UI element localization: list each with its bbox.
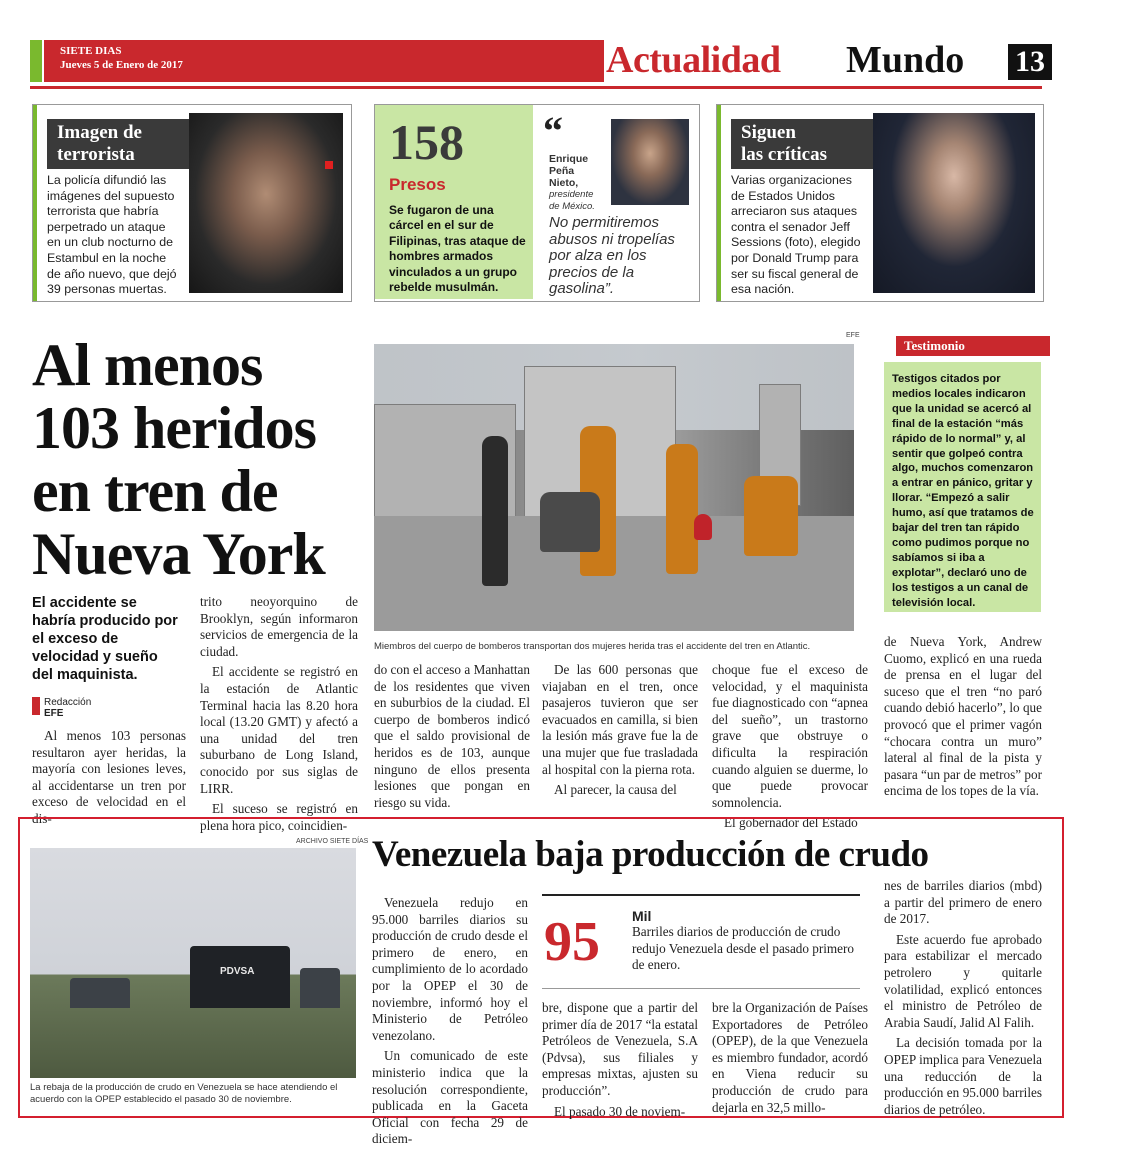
venezuela-col-4: nes de barriles diarios (mbd) a partir del primero de enero de 2017. Este acuerdo fue aprobado para estabilizar el mercado petrolero y quitarle volatilidad, explicó entonces el ministro de Petróleo de Arabia Saudí, Jalid Al Falih. La decisión tomada por la OPEP implica para Venezuela una reducción de la producción en 95.000 barriles diarios de petróleo.	[884, 878, 1042, 1117]
main-photo-caption: Miembros del cuerpo de bomberos transportan dos mujeres herida tras el accidente del tren en Atlantic.	[374, 641, 811, 652]
prisoners-label: Presos	[389, 175, 446, 194]
byline-marker	[32, 697, 40, 715]
venezuela-caption: La rebaja de la producción de crudo en Venezuela se hace atendiendo el acuerdo con la OPEP establecido el pasado 30 de noviembre.	[30, 1082, 338, 1105]
fact-box	[632, 908, 864, 974]
main-headline: Al menos 103 heridos en tren de Nueva York	[32, 332, 325, 587]
pdvsa-logo: PDVSA	[220, 966, 255, 977]
header-green-bar	[30, 40, 42, 82]
main-col-6: de Nueva York, Andrew Cuomo, explicó en una rueda de prensa en el lugar del suceso que el tren “no paró cuando debió hacerlo”, lo que provocó que el primer vagón “chocara contra un muro” lateral al final de la pista y pasara “un par de metros” por encima de los topes de la vía.	[884, 634, 1042, 799]
venezuela-col-2: bre, dispone que a partir del primer día de 2017 “la estatal Petróleos de Venezuela, S.A (Pdvsa), sus filiales y empresas mixtas, ajusten su producción”. El pasado 30 de noviem-	[542, 1000, 698, 1119]
brief-terrorist-text: La policía difundió las imágenes del supuesto terrorista que habría perpetrado un ataque en un club nocturno de Estambul en la noche de año nuevo, que dejó 39 personas muertas.	[47, 173, 177, 297]
main-deck: El accidente se habría producido por el exceso de velocidad y sueño del maquinista.	[32, 595, 178, 683]
main-col-1: Al menos 103 personas resultaron ayer heridas, la mayoría con lesiones leves, al accidentarse un tren por exceso de velocidad en el dis-	[32, 728, 186, 826]
brief-sessions-text: Varias organizaciones de Estados Unidos arreciaron sus ataques contra el senador Jeff Sessions (foto), elegido por Donald Trump para ser su fiscal general de esa nación.	[731, 173, 861, 297]
main-col-4: De las 600 personas que viajaban en el tren, once pasajeros tuvieron que ser evacuados en camilla, si bien la lesión más grave fue la de una mujer que fue trasladada al hospital con la pierna rota. Al parecer, la causa del	[542, 662, 698, 798]
main-photo-credit: EFE	[846, 332, 860, 339]
main-col-5: choque fue el exceso de velocidad, y el maquinista fue diagnosticado con “apnea del sueño”, un trastorno grave que obstruye o dificulta la respiración cuando alguien se duerme, lo que puede provocar somnolencia. El gobernador del Estado	[712, 662, 868, 831]
brief-terrorist	[32, 104, 352, 302]
byline: Redacción EFE	[32, 697, 91, 719]
firefighters-photo	[374, 344, 854, 631]
page-number: 13	[1008, 44, 1052, 80]
quote-speaker: Enrique Peña Nieto, presidente de México.	[549, 153, 595, 212]
publication-info	[60, 44, 183, 72]
testimonio-tag: Testimonio	[896, 336, 1050, 356]
main-col-3: do con el acceso a Manhattan de los residentes que viven en suburbios de la ciudad. El cuerpo de bomberos indicó que el saldo provisional de heridos es de 103, aunque ninguno de ellos presenta lesiones que pongan en riesgo su vida.	[374, 662, 530, 810]
brief-sessions	[716, 104, 1044, 302]
sessions-photo	[873, 113, 1035, 293]
pena-nieto-photo	[611, 119, 689, 205]
publication-name: SIETE DIAS	[60, 45, 122, 57]
brief-terrorist-title: Imagen de terrorista	[47, 119, 197, 169]
pdvsa-tank-photo	[30, 848, 356, 1078]
section-title: Actualidad	[606, 39, 781, 81]
venezuela-col-1: Venezuela redujo en 95.000 barriles diarios su producción de crudo desde el primero de enero, en cumplimiento de lo acordado por la OPEP el 30 de noviembre, informó hoy el Ministerio de Petróleo venezolano. Un comunicado de este ministerio indica que la resolución correspondiente, publicada en la Gaceta Oficial con fecha 29 de diciem-	[372, 895, 528, 1147]
venezuela-col-3: bre la Organización de Países Exportadores de Petróleo (OPEP), de la que Venezuela es miembro fundador, acordó en Viena reducir su producción de crudo para dejarla en 32,5 millo-	[712, 1000, 868, 1115]
record-indicator-icon	[325, 161, 333, 169]
terrorist-photo	[189, 113, 343, 293]
brief-prisoners	[374, 104, 700, 302]
subsection-title: Mundo	[846, 39, 965, 81]
fact-unit: Mil	[632, 908, 652, 924]
venezuela-headline: Venezuela baja producción de crudo	[372, 834, 929, 875]
publication-date: Jueves 5 de Enero de 2017	[60, 59, 183, 71]
venezuela-photo-credit: ARCHIVO SIETE DÍAS	[296, 838, 369, 845]
prisoners-number: 158	[389, 114, 464, 170]
quote-icon: “	[543, 108, 563, 153]
fact-number: 95	[544, 911, 600, 973]
page-header	[30, 36, 1045, 89]
prisoners-text: Se fugaron de una cárcel en el sur de Filipinas, tras ataque de hombres armados vinculados a un grupo rebelde musulmán.	[389, 203, 526, 295]
brief-sessions-title: Siguen las críticas	[731, 119, 875, 169]
testimonio-box: Testigos citados por medios locales indicaron que la unidad se acercó al final de la estación “más rápido de lo normal” y, al sentir que golpeó contra algo, muchos comenzaron a entrar en pánico, gritar y llorar. “Empezó a salir humo, así que tratamos de bajar del tren tan rápido como pudimos porque no sabíamos si iba a explotar”, declaró uno de los testigos a un canal de televisión local.	[884, 362, 1041, 612]
main-col-2: trito neoyorquino de Brooklyn, según informaron servicios de emergencia de la ciudad. El accidente se registró en la estación de Atlantic Terminal hacia las 8.20 hora local (13.20 GMT) y afectó a una unidad del tren suburbano de Long Island, conocido por sus siglas de LIRR. El suceso se registró en plena hora pico, coincidien-	[200, 594, 358, 833]
fact-text: Barriles diarios de producción de crudo redujo Venezuela desde el pasado primero de enero.	[632, 924, 855, 972]
quote-text: No permitiremos abusos ni tropelías por alza en los precios de la gasolina”.	[549, 214, 675, 297]
